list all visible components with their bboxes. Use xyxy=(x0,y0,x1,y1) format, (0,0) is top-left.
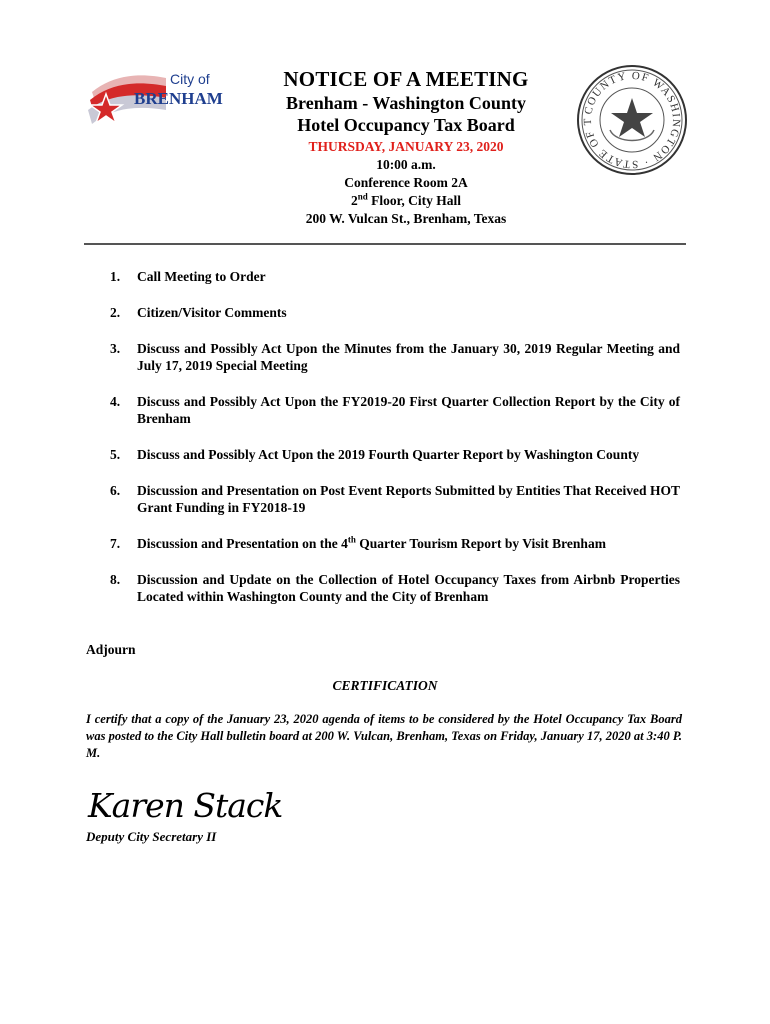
meeting-room: Conference Room 2A xyxy=(344,175,468,190)
agenda-item-number: 2. xyxy=(110,305,121,320)
agenda-list xyxy=(110,268,680,605)
agenda-item-number: 6. xyxy=(110,483,121,498)
header-divider xyxy=(84,243,686,245)
seal-text: COUNTY OF WASHINGTON · STATE OF T xyxy=(581,69,683,171)
agenda-item-text-end: Quarter Tourism Report by Visit Brenham xyxy=(355,536,606,551)
star-icon xyxy=(611,98,653,137)
agenda-item-text: Discuss and Possibly Act Upon the FY2019-20 First Quarter Collection Report by the City of Brenham xyxy=(137,394,680,426)
agenda-item xyxy=(110,571,680,605)
agenda-item xyxy=(110,268,680,285)
agenda-item xyxy=(110,393,680,427)
floor-ordinal: nd xyxy=(357,191,368,202)
signature: Karen Stack xyxy=(88,786,283,825)
agenda-item-number: 1. xyxy=(110,269,121,284)
meeting-time: 10:00 a.m. xyxy=(376,157,436,172)
certification-text: I certify that a copy of the January 23, 2020 agenda of items to be considered by the Hotel Occupancy Tax Board was posted to the City Hall bulletin board at 200 W. Vulcan, Brenham, Texas on Friday, January 17, 2020 at 3:40 P. M. xyxy=(86,712,682,760)
agenda-item-text-start: Discussion and Presentation on the 4 xyxy=(137,536,348,551)
agenda-item-number: 7. xyxy=(110,536,121,551)
meeting-date: THURSDAY, JANUARY 23, 2020 xyxy=(308,139,504,154)
agenda-item-number: 3. xyxy=(110,341,121,356)
agenda-item xyxy=(110,446,680,463)
agenda-item-text: Discuss and Possibly Act Upon the 2019 Fourth Quarter Report by Washington County xyxy=(137,447,640,462)
agenda-item-number: 5. xyxy=(110,447,121,462)
board-name-line1: Brenham - Washington County xyxy=(286,93,526,113)
certification-title: CERTIFICATION xyxy=(332,678,438,693)
agenda-item-text: Discuss and Possibly Act Upon the Minutes from the January 30, 2019 Regular Meeting and July 17, 2019 Special Meeting xyxy=(137,341,680,373)
agenda-item-number: 4. xyxy=(110,394,121,409)
agenda-item xyxy=(110,304,680,321)
logo-brenham-text: BRENHAM xyxy=(134,89,223,108)
meeting-floor xyxy=(200,192,612,210)
meeting-address: 200 W. Vulcan St., Brenham, Texas xyxy=(305,211,507,226)
agenda-item xyxy=(110,340,680,374)
meeting-header xyxy=(200,66,612,228)
signer-title: Deputy City Secretary II xyxy=(86,829,217,844)
agenda-item-text: Call Meeting to Order xyxy=(137,269,266,284)
page-title: NOTICE OF A MEETING xyxy=(283,67,529,91)
agenda-item-text: Discussion and Presentation on Post Event Reports Submitted by Entities That Received HOT Grant Funding in FY2018-19 xyxy=(137,483,680,515)
floor-rest: Floor, City Hall xyxy=(367,193,461,208)
floor-number: 2 xyxy=(350,193,358,208)
adjourn-heading: Adjourn xyxy=(86,642,136,657)
agenda-item-text: Citizen/Visitor Comments xyxy=(137,305,287,320)
agenda-item-text: Discussion and Update on the Collection of Hotel Occupancy Taxes from Airbnb Properties Located within Washington County and the City of Brenham xyxy=(137,572,680,604)
board-name-line2: Hotel Occupancy Tax Board xyxy=(297,115,515,135)
logo-city-text: City of xyxy=(170,71,210,87)
agenda-item-number: 8. xyxy=(110,572,121,587)
agenda-item xyxy=(110,482,680,516)
agenda-item xyxy=(110,535,680,552)
agenda-item-ordinal: th xyxy=(347,534,356,545)
